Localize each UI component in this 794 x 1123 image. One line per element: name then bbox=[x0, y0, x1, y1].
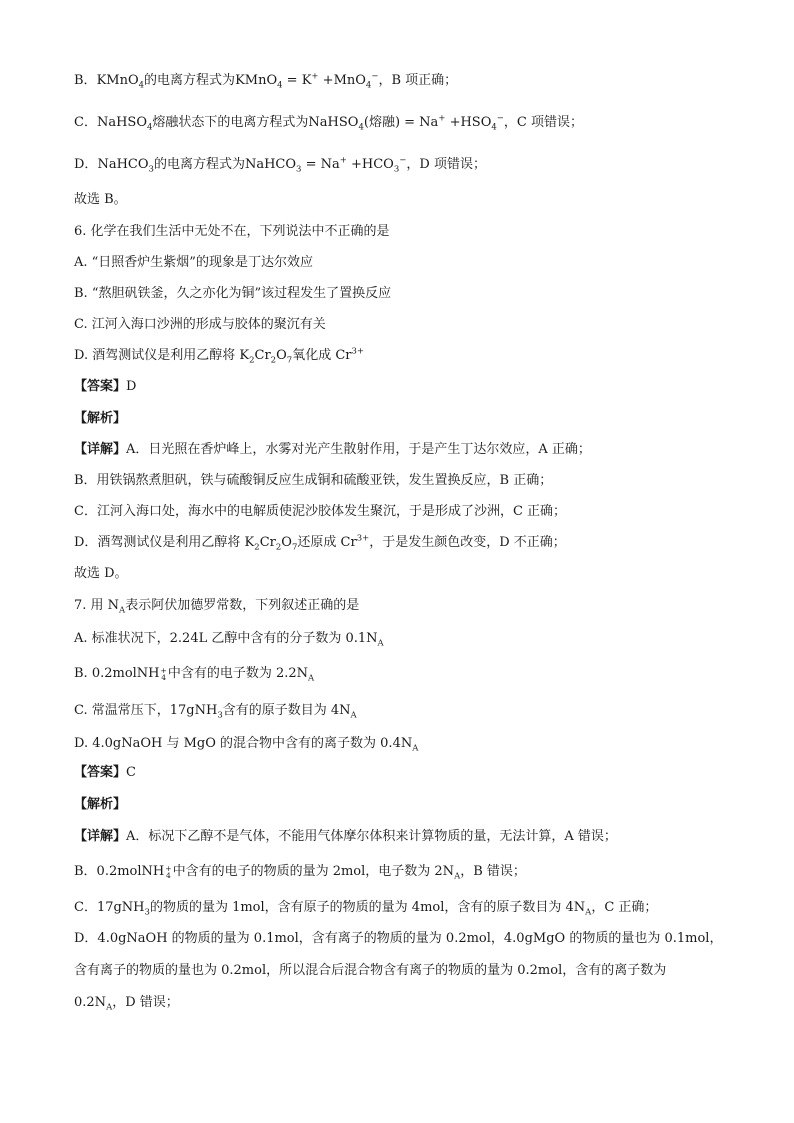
q7-stem: 7. 用 $N_A$表示阿伏加德罗常数，下列叙述正确的是 bbox=[74, 598, 360, 616]
q5-option-d-analysis: D．NaHCO$_3$的电离方程式为NaHCO$_3$ = $Na^+ +HCO_3^-$，D 项错误； bbox=[74, 155, 486, 175]
q7-detail-d-line3: $0.2N_A$，D 错误； bbox=[74, 995, 179, 1013]
q7-option-c: C. 常温常压下，17gNH$_3$含有的原子数目为 $4N_A$ bbox=[74, 703, 357, 721]
answer-label: 【答案】 bbox=[74, 379, 127, 394]
q6-detail-b: B．用铁锅熬煮胆矾，铁与硫酸铜反应生成铜和硫酸亚铁，发生置换反应，B 正确； bbox=[74, 473, 553, 488]
q7-detail-d-line2: 含有离子的物质的量也为 0.2mol，所以混合后混合物含有离子的物质的量为 0.2mol，含有的离子数为 bbox=[74, 963, 667, 978]
q5-option-c-analysis: C．NaHSO$_4$熔融状态下的电离方程式为NaHSO$_4$(熔融) = $Na^+ +HSO_4^-$，C 项错误； bbox=[74, 113, 584, 133]
q6-detail-c: C．江河入海口处，海水中的电解质使泥沙胶体发生聚沉，于是形成了沙洲，C 正确； bbox=[74, 504, 567, 519]
q6-option-b: B. “熬胆矾铁釜，久之亦化为铜”该过程发生了置换反应 bbox=[74, 286, 392, 301]
q5-option-b-analysis: B．KMnO$_4$的电离方程式为KMnO$_4$ = K+ +MnO$_4$−，B 项正确； bbox=[74, 71, 458, 91]
q6-answer: 【答案】D bbox=[74, 379, 137, 394]
q7-option-a: A. 标准状况下，2.24L 乙醇中含有的分子数为 $0.1N_A$ bbox=[74, 631, 384, 649]
q7-option-b: B. 0.2molNH + 4 中含有的电子数为 $2.2N_A$ bbox=[74, 666, 315, 684]
q6-analysis-heading: 【解析】 bbox=[74, 411, 127, 426]
q7-detail-d-line1: D．4.0gNaOH 的物质的量为 0.1mol，含有离子的物质的量为 0.2mol，4.0gMgO 的物质的量也为 0.1mol， bbox=[74, 931, 723, 946]
q7-detail-c: C．17gNH$_3$的物质的量为 1mol，含有原子的物质的量为 4mol，含有的原子数目为 $4N_A$，C 正确； bbox=[74, 900, 658, 918]
answer-label: 【答案】 bbox=[74, 765, 127, 780]
q6-option-a: A. “日照香炉生紫烟”的现象是丁达尔效应 bbox=[74, 255, 313, 270]
q6-option-c: C. 江河入海口沙洲的形成与胶体的聚沉有关 bbox=[74, 317, 326, 332]
q7-answer: 【答案】C bbox=[74, 765, 136, 780]
q7-analysis-heading: 【解析】 bbox=[74, 797, 127, 812]
q6-detail-d: D．酒驾测试仪是利用乙醇将 $K_2Cr_2O_7$还原成 $Cr^{3+}$，于是发生颜色改变，D 不正确； bbox=[74, 533, 566, 553]
q6-detail-a: 【详解】A．日光照在香炉峰上，水雾对光产生散射作用，于是产生丁达尔效应，A 正确； bbox=[74, 442, 591, 457]
q7-detail-a: 【详解】A．标况下乙醇不是气体，不能用气体摩尔体积来计算物质的量，无法计算，A 错误； bbox=[74, 829, 617, 844]
q6-selection: 故选 D。 bbox=[74, 566, 128, 581]
q7-detail-b: B．0.2molNH + 4 中含有的电子的物质的量为 2mol，电子数为 $2N_A$，B 错误； bbox=[74, 864, 526, 882]
q6-stem: 6. 化学在我们生活中无处不在，下列说法中不正确的是 bbox=[74, 224, 390, 239]
q7-option-d: D. 4.0gNaOH 与 MgO 的混合物中含有的离子数为 $0.4N_A$ bbox=[74, 736, 419, 754]
q6-option-d: D. 酒驾测试仪是利用乙醇将 $K_2Cr_2O_7$氧化成 $Cr^{3+}$ bbox=[74, 346, 365, 366]
q5-selection: 故选 B。 bbox=[74, 192, 127, 207]
